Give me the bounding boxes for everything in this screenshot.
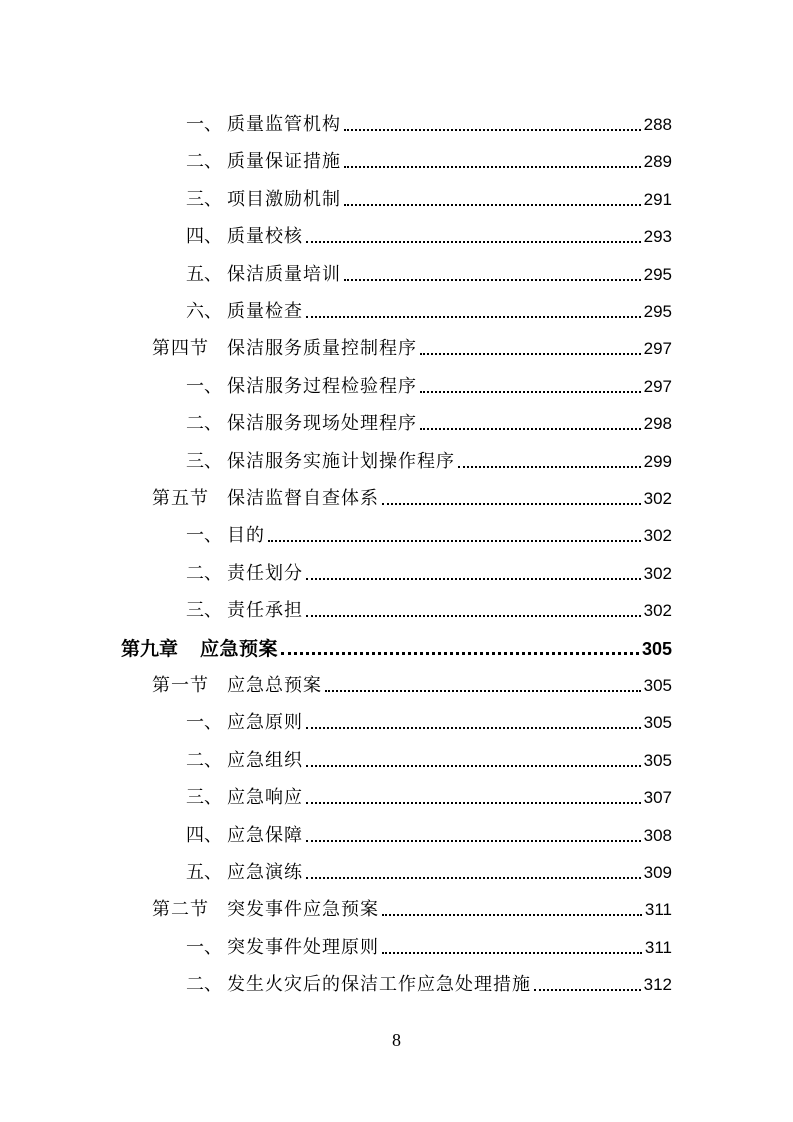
toc-entry-title: 保洁服务质量控制程序 — [227, 338, 417, 360]
dot-leader — [306, 316, 641, 318]
dot-leader — [306, 802, 641, 804]
toc-entry-title: 项目激励机制 — [227, 188, 341, 210]
toc-section-entry[interactable] — [152, 324, 672, 361]
toc-entry-number: 二、 — [186, 151, 222, 173]
toc-section-entry[interactable] — [152, 885, 672, 922]
toc-entry-number: 一、 — [186, 375, 222, 397]
toc-entry-page: 302 — [643, 526, 672, 546]
toc-entry-page: 293 — [643, 227, 672, 247]
toc-entry-title: 责任划分 — [227, 562, 303, 584]
toc-entry-number: 一、 — [186, 936, 222, 958]
toc-entry-title: 突发事件处理原则 — [227, 936, 379, 958]
dot-leader — [420, 353, 641, 355]
toc-entry-number: 六、 — [186, 301, 222, 322]
dot-leader — [306, 578, 641, 580]
dot-leader — [344, 279, 641, 281]
toc-item-entry[interactable] — [186, 511, 672, 548]
dot-leader — [306, 615, 641, 617]
toc-entry-number: 二、 — [186, 974, 222, 996]
toc-item-entry[interactable] — [186, 362, 672, 399]
toc-item-entry[interactable] — [186, 250, 672, 287]
toc-item-entry[interactable] — [186, 212, 672, 249]
toc-entry-number: 一、 — [186, 525, 222, 547]
toc-entry-page: 302 — [643, 563, 672, 583]
toc-entry-title: 应急演练 — [227, 862, 303, 883]
toc-entry-title: 应急保障 — [227, 824, 303, 846]
toc-item-entry[interactable] — [186, 586, 672, 623]
toc-item-entry[interactable] — [186, 287, 672, 324]
toc-entry-number: 三、 — [186, 450, 222, 472]
toc-section-entry[interactable] — [152, 661, 672, 698]
toc-entry-title: 目的 — [227, 525, 265, 547]
toc-entry-page: 305 — [643, 713, 672, 733]
toc-entry-number: 二、 — [186, 562, 222, 584]
toc-entry-page: 311 — [644, 937, 672, 957]
toc-entry-page: 305 — [643, 750, 672, 770]
toc-entry-number: 四、 — [186, 824, 222, 846]
toc-item-entry[interactable] — [186, 736, 672, 773]
toc-entry-title: 发生火灾后的保洁工作应急处理措施 — [227, 974, 531, 996]
toc-entry-number: 第四节 — [152, 338, 209, 360]
toc-entry-number: 第一节 — [152, 675, 209, 696]
toc-entry-page: 289 — [643, 152, 672, 172]
toc-item-entry[interactable] — [186, 137, 672, 174]
toc-entry-number: 三、 — [186, 188, 222, 210]
toc-entry-number: 一、 — [186, 712, 222, 734]
dot-leader — [281, 652, 639, 655]
toc-entry-number: 第九章 — [121, 637, 179, 660]
toc-entry-title: 保洁监督自查体系 — [227, 488, 379, 509]
toc-item-entry[interactable] — [186, 811, 672, 848]
toc-item-entry[interactable] — [186, 773, 672, 810]
toc-entry-title: 责任承担 — [227, 600, 303, 622]
page-number: 8 — [392, 1030, 401, 1050]
toc-section-entry[interactable] — [152, 474, 672, 511]
toc-entry-number: 第二节 — [152, 899, 209, 921]
toc-entry-title: 保洁服务现场处理程序 — [227, 413, 417, 435]
toc-entry-number: 二、 — [186, 749, 222, 771]
dot-leader — [344, 204, 641, 206]
toc-chapter-entry[interactable] — [121, 624, 672, 661]
toc-entry-page: 298 — [643, 414, 672, 434]
toc-entry-page: 311 — [644, 900, 672, 920]
toc-entry-title: 质量检查 — [227, 301, 303, 322]
dot-leader — [420, 428, 641, 430]
toc-item-entry[interactable] — [186, 698, 672, 735]
toc-item-entry[interactable] — [186, 100, 672, 137]
dot-leader — [420, 391, 641, 393]
toc-entry-page: 308 — [643, 825, 672, 845]
toc-entry-page: 297 — [643, 376, 672, 396]
toc-entry-title: 保洁服务实施计划操作程序 — [227, 450, 455, 472]
toc-entry-page: 312 — [643, 975, 672, 995]
toc-entry-number: 第五节 — [152, 488, 209, 509]
toc-entry-page: 295 — [643, 302, 672, 321]
toc-entry-title: 质量校核 — [227, 226, 303, 248]
toc-entry-title: 应急原则 — [227, 712, 303, 734]
toc-item-entry[interactable] — [186, 399, 672, 436]
toc-entry-number: 三、 — [186, 600, 222, 622]
toc-entry-page: 309 — [643, 863, 672, 882]
toc-entry-page: 302 — [643, 489, 672, 508]
toc-entry-title: 保洁服务过程检验程序 — [227, 375, 417, 397]
dot-leader — [344, 129, 641, 131]
dot-leader — [306, 765, 641, 767]
dot-leader — [306, 877, 641, 879]
toc-item-entry[interactable] — [186, 549, 672, 586]
dot-leader — [306, 840, 641, 842]
dot-leader — [382, 914, 642, 916]
toc-item-entry[interactable] — [186, 960, 672, 997]
toc-entry-number: 五、 — [186, 263, 222, 285]
toc-entry-title: 质量监管机构 — [227, 114, 341, 135]
toc-entry-page: 297 — [643, 339, 672, 359]
dot-leader — [458, 466, 641, 468]
toc-entry-number: 一、 — [186, 114, 222, 135]
toc-entry-page: 302 — [643, 601, 672, 621]
dot-leader — [325, 690, 641, 692]
toc-entry-number: 五、 — [186, 862, 222, 883]
dot-leader — [306, 241, 641, 243]
toc-entry-page: 305 — [641, 638, 672, 659]
toc-entry-page: 307 — [643, 788, 672, 808]
dot-leader — [268, 540, 641, 542]
toc-entry-number: 二、 — [186, 413, 222, 435]
toc-item-entry[interactable] — [186, 175, 672, 212]
toc-entry-page: 305 — [643, 676, 672, 695]
dot-leader — [534, 989, 641, 991]
toc-entry-title: 突发事件应急预案 — [227, 899, 379, 921]
dot-leader — [344, 166, 641, 168]
toc-item-entry[interactable] — [186, 923, 672, 960]
toc-item-entry[interactable] — [186, 848, 672, 885]
toc-entry-page: 288 — [643, 115, 672, 134]
toc-entry-title: 应急总预案 — [227, 675, 322, 696]
toc-entry-page: 291 — [643, 189, 672, 209]
toc-entry-title: 应急预案 — [200, 637, 279, 660]
toc-entry-title: 应急响应 — [227, 787, 303, 809]
dot-leader — [382, 503, 641, 505]
toc-entry-number: 三、 — [186, 787, 222, 809]
toc-item-entry[interactable] — [186, 437, 672, 474]
toc-entry-page: 295 — [643, 264, 672, 284]
toc-entry-page: 299 — [643, 451, 672, 471]
dot-leader — [306, 727, 641, 729]
toc-entry-title: 质量保证措施 — [227, 151, 341, 173]
toc-entry-number: 四、 — [186, 226, 222, 248]
toc-entry-title: 应急组织 — [227, 749, 303, 771]
dot-leader — [382, 952, 642, 954]
toc-entry-title: 保洁质量培训 — [227, 263, 341, 285]
